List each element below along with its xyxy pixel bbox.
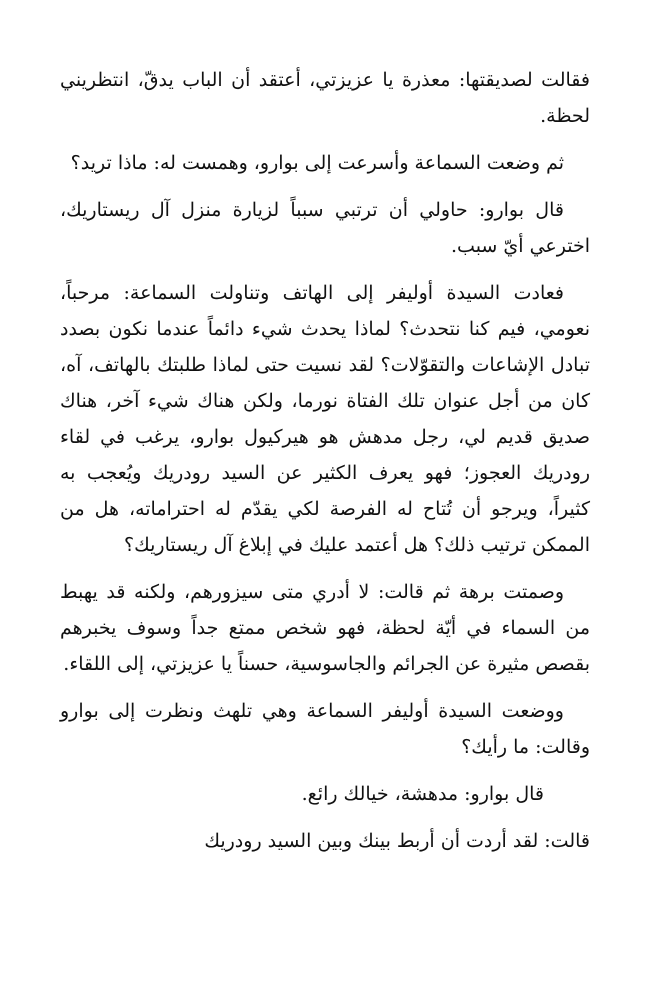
paragraph-8: قالت: لقد أردت أن أربط بينك وبين السيد رودريك <box>204 830 590 852</box>
paragraph-1: فقالت لصديقتها: معذرة يا عزيزتي، أعتقد أن الباب يدقّ، انتظريني لحظة. <box>60 69 590 127</box>
paragraph-4: فعادت السيدة أوليفر إلى الهاتف وتناولت السماعة: مرحباً، نعومي، فيم كنا نتحدث؟ لماذا يحدث شيء دائماً عندما نكون بصدد تبادل الإشاعات والتقوّلات؟ لقد نسيت حتى لماذا طلبتك بالهاتف، آه، كان من أجل عنوان تلك الفتاة نورما، ولكن هناك شيء آخر، هناك صديق قديم لي، رجل مدهش هو هيركيول بوارو، يرغب في لقاء رودريك العجوز؛ فهو يعرف الكثير عن السيد رودريك ويُعجب به كثيراً، ويرجو أن تُتاح له الفرصة لكي يقدّم له احتراماته، هل من الممكن ترتيب ذلك؟ هل أعتمد عليك في إبلاغ آل ريستاريك؟ <box>60 282 590 556</box>
paragraph-3: قال بوارو: حاولي أن ترتبي سبباً لزيارة منزل آل ريستاريك، اخترعي أيّ سبب. <box>60 199 590 257</box>
book-page <box>60 62 590 870</box>
paragraph-2: ثم وضعت السماعة وأسرعت إلى بوارو، وهمست له: ماذا تريد؟ <box>70 152 564 174</box>
paragraph-7: قال بوارو: مدهشة، خيالك رائع. <box>301 783 544 805</box>
paragraph-5: وصمتت برهة ثم قالت: لا أدري متى سيزورهم، ولكنه قد يهبط من السماء في أيّة لحظة، فهو شخص ممتع جداً وسوف يخبرهم بقصص مثيرة عن الجرائم والجاسوسية، حسناً يا عزيزتي، إلى اللقاء. <box>60 581 590 675</box>
paragraph-6: ووضعت السيدة أوليفر السماعة وهي تلهث ونظرت إلى بوارو وقالت: ما رأيك؟ <box>60 700 590 758</box>
